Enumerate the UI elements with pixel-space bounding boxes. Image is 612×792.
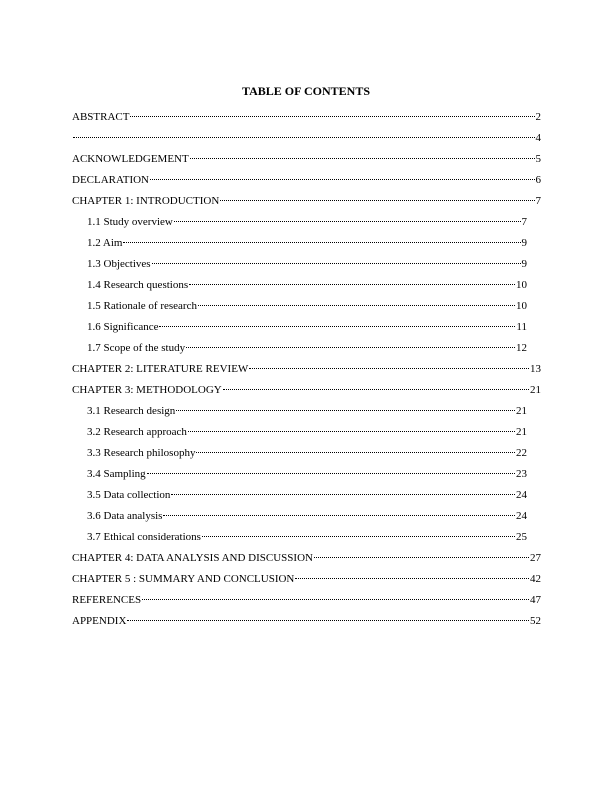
toc-entry-label: ACKNOWLEDGEMENT [72,153,189,165]
toc-entry-page: 10 [516,279,527,291]
toc-dot-leader [159,326,515,327]
toc-entry-page: 10 [516,300,527,312]
toc-dot-leader [176,410,515,411]
toc-entry-label: 1.3 Objectives [87,258,151,270]
toc-entry-page: 42 [530,573,541,585]
toc-entry-appendix[interactable] [72,614,541,628]
toc-entry-label: CHAPTER 4: DATA ANALYSIS AND DISCUSSION [72,552,313,564]
toc-entry-page: 23 [516,468,527,480]
toc-dot-leader [147,473,515,474]
toc-dot-leader [123,242,520,243]
toc-entry-label: CHAPTER 3: METHODOLOGY [72,384,222,396]
toc-dot-leader [295,578,529,579]
toc-entry-label: 1.6 Significance [87,321,159,333]
toc-entry-label: 1.7 Scope of the study [87,342,186,354]
toc-dot-leader [142,599,529,600]
toc-entry-label: CHAPTER 5 : SUMMARY AND CONCLUSION [72,573,295,585]
toc-dot-leader [73,137,535,138]
toc-entry-page: 25 [516,531,527,543]
toc-title: TABLE OF CONTENTS [241,84,371,98]
toc-entry-page: 21 [516,405,527,417]
toc-entry-label: REFERENCES [72,594,142,606]
toc-entry-3-2[interactable] [87,425,527,439]
toc-entry-1-2[interactable] [87,236,527,250]
toc-dot-leader [188,431,515,432]
toc-entry-label: 3.5 Data collection [87,489,171,501]
toc-entry-page: 5 [535,153,541,165]
toc-entry-label: CHAPTER 2: LITERATURE REVIEW [72,363,249,375]
toc-dot-leader [130,116,534,117]
toc-entry-page: 4 [535,132,541,144]
toc-entry-label: 3.7 Ethical considerations [87,531,201,543]
toc-entry-page: 7 [521,216,527,228]
toc-entry-3-3[interactable] [87,446,527,460]
toc-dot-leader [314,557,529,558]
toc-entry-chapter-4[interactable] [72,551,541,565]
toc-entry-chapter-2[interactable] [72,362,541,376]
toc-entry-label: 3.1 Research design [87,405,176,417]
toc-entry-page: 27 [530,552,541,564]
toc-entry-label: 1.2 Aim [87,237,123,249]
toc-entry-1-7[interactable] [87,341,527,355]
toc-dot-leader [249,368,529,369]
toc-entry-page: 6 [535,174,541,186]
toc-entry-label: ABSTRACT [72,111,130,123]
toc-entry-page: 2 [535,111,541,123]
toc-entry-page: 52 [530,615,541,627]
toc-entry-acknowledgement[interactable] [72,152,541,166]
toc-entry-page: 12 [516,342,527,354]
toc-entry-label: APPENDIX [72,615,127,627]
toc-entry-page: 21 [530,384,541,396]
toc-dot-leader [220,200,534,201]
toc-dot-leader [127,620,529,621]
toc-entry-label: 1.1 Study overview [87,216,173,228]
toc-entry-chapter-5[interactable] [72,572,541,586]
toc-dot-leader [190,158,535,159]
toc-dot-leader [171,494,515,495]
toc-entry-page: 21 [516,426,527,438]
toc-entry-label: 3.6 Data analysis [87,510,163,522]
toc-entry-label: 3.2 Research approach [87,426,187,438]
toc-entry-chapter-3[interactable] [72,383,541,397]
toc-entry-3-1[interactable] [87,404,527,418]
toc-dot-leader [189,284,515,285]
toc-entry-3-7[interactable] [87,530,527,544]
toc-dot-leader [150,179,535,180]
toc-dot-leader [198,305,515,306]
toc-entry-1-3[interactable] [87,257,527,271]
toc-entry-page: 47 [530,594,541,606]
toc-entry-3-5[interactable] [87,488,527,502]
toc-entry-label: CHAPTER 1: INTRODUCTION [72,195,220,207]
toc-dot-leader [186,347,515,348]
toc-entry-page: 24 [516,510,527,522]
toc-entry-declaration[interactable] [72,173,541,187]
toc-entry-3-4[interactable] [87,467,527,481]
toc-entry-label: 3.3 Research philosophy [87,447,196,459]
toc-dot-leader [196,452,515,453]
toc-entry-page: 7 [535,195,541,207]
toc-dot-leader [223,389,529,390]
toc-entry-3-6[interactable] [87,509,527,523]
toc-entry-1-4[interactable] [87,278,527,292]
toc-entry-1-1[interactable] [87,215,527,229]
toc-entry-label: 1.5 Rationale of research [87,300,197,312]
toc-entry-page: 22 [516,447,527,459]
toc-entry-page: 13 [530,363,541,375]
toc-entry-page: 24 [516,489,527,501]
toc-entry-page: 11 [516,321,527,333]
toc-dot-leader [152,263,521,264]
toc-dot-leader [202,536,515,537]
toc-entry-page: 9 [521,237,527,249]
toc-dot-leader [163,515,515,516]
toc-entry-abstract[interactable] [72,110,541,124]
toc-dot-leader [174,221,521,222]
toc-entry-1-5[interactable] [87,299,527,313]
toc-entry-label: 3.4 Sampling [87,468,146,480]
toc-entry-references[interactable] [72,593,541,607]
toc-entry-1-6[interactable] [87,320,527,334]
toc-entry-label: DECLARATION [72,174,149,186]
toc-entry-page: 9 [521,258,527,270]
toc-entry-chapter-1[interactable] [72,194,541,208]
toc-entry-untitled[interactable] [72,131,541,145]
toc-entry-label: 1.4 Research questions [87,279,189,291]
